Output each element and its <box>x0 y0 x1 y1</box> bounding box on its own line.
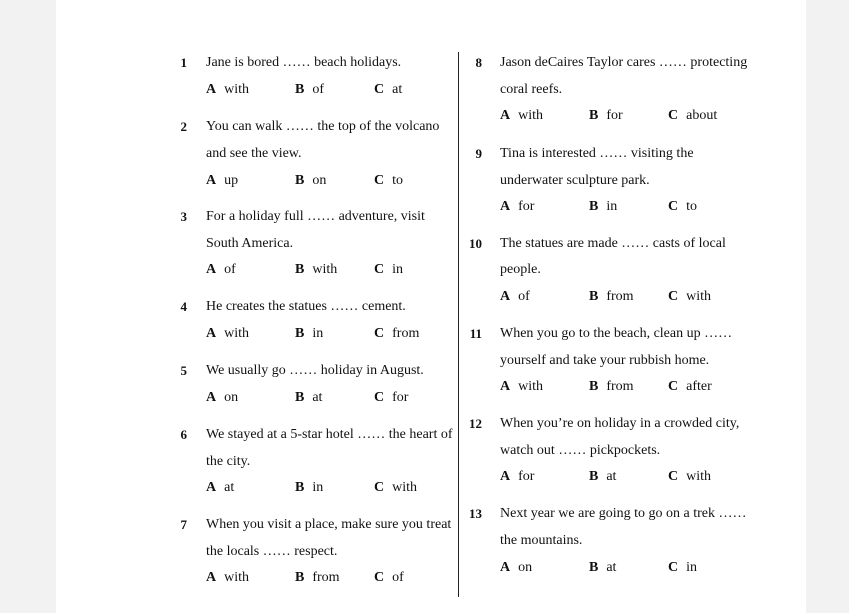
option-a[interactable]: A with <box>206 82 250 97</box>
option-a[interactable]: A with <box>500 379 544 394</box>
option-a[interactable]: A for <box>500 469 535 484</box>
question-text: the locals …… respect. <box>206 544 338 559</box>
question-number: 3 <box>180 209 187 224</box>
question-number: 10 <box>469 236 482 251</box>
option-b[interactable]: B of <box>295 82 325 97</box>
question-number: 6 <box>180 427 187 442</box>
option-c[interactable]: C of <box>374 570 404 585</box>
question-text: Next year we are going to go on a trek …… <box>500 506 747 521</box>
question-text: The statues are made …… casts of local <box>500 236 726 251</box>
question-text: watch out …… pickpockets. <box>500 443 661 458</box>
option-c[interactable]: C in <box>374 262 404 277</box>
option-a[interactable]: A with <box>500 108 544 123</box>
question-text: For a holiday full …… adventure, visit <box>206 209 425 224</box>
option-a[interactable]: A for <box>500 199 535 214</box>
option-c[interactable]: C for <box>374 390 409 405</box>
question-text: the city. <box>206 454 251 469</box>
question-number: 5 <box>180 363 187 378</box>
question-number: 4 <box>180 299 187 314</box>
option-b[interactable]: B from <box>589 289 634 304</box>
option-a[interactable]: A of <box>500 289 530 304</box>
option-c[interactable]: C after <box>668 379 712 394</box>
option-c[interactable]: C in <box>668 560 698 575</box>
question-text: When you go to the beach, clean up …… <box>500 326 733 341</box>
question-text: Jane is bored …… beach holidays. <box>206 55 402 70</box>
option-b[interactable]: B at <box>589 560 617 575</box>
option-b[interactable]: B in <box>295 326 324 341</box>
question-text: You can walk …… the top of the volcano <box>206 119 440 134</box>
option-b[interactable]: B in <box>589 199 618 214</box>
option-c[interactable]: C at <box>374 82 403 97</box>
question-number: 13 <box>469 506 482 521</box>
option-b[interactable]: B in <box>295 480 324 495</box>
question-text: underwater sculpture park. <box>500 173 650 188</box>
option-c[interactable]: C to <box>374 173 404 188</box>
option-b[interactable]: B at <box>589 469 617 484</box>
option-a[interactable]: A on <box>500 560 533 575</box>
option-c[interactable]: C with <box>374 480 418 495</box>
question-number: 11 <box>469 326 482 341</box>
question-number: 1 <box>180 55 187 70</box>
column-divider <box>458 52 459 597</box>
question-number: 2 <box>180 119 187 134</box>
option-a[interactable]: A on <box>206 390 239 405</box>
option-b[interactable]: B for <box>589 108 623 123</box>
option-c[interactable]: C from <box>374 326 420 341</box>
option-a[interactable]: A at <box>206 480 235 495</box>
option-b[interactable]: B at <box>295 390 323 405</box>
question-text: Jason deCaires Taylor cares …… protecting <box>500 55 748 70</box>
question-number: 9 <box>475 146 482 161</box>
question-text: He creates the statues …… cement. <box>206 299 406 314</box>
question-number: 12 <box>469 416 482 431</box>
option-a[interactable]: A with <box>206 570 250 585</box>
question-text: South America. <box>206 236 294 251</box>
question-text: and see the view. <box>206 146 302 161</box>
option-b[interactable]: B from <box>295 570 340 585</box>
question-text: We stayed at a 5-star hotel …… the heart of <box>206 427 453 442</box>
option-a[interactable]: A of <box>206 262 236 277</box>
question-text: When you visit a place, make sure you treat <box>206 517 452 532</box>
option-b[interactable]: B with <box>295 262 338 277</box>
option-c[interactable]: C with <box>668 289 712 304</box>
question-text: the mountains. <box>500 533 583 548</box>
option-a[interactable]: A up <box>206 173 239 188</box>
question-text: people. <box>500 262 541 277</box>
option-b[interactable]: B on <box>295 173 327 188</box>
question-text: coral reefs. <box>500 82 563 97</box>
option-b[interactable]: B from <box>589 379 634 394</box>
question-text: We usually go …… holiday in August. <box>206 363 424 378</box>
option-a[interactable]: A with <box>206 326 250 341</box>
question-text: When you’re on holiday in a crowded city, <box>500 416 740 431</box>
question-text: yourself and take your rubbish home. <box>500 353 710 368</box>
option-c[interactable]: C to <box>668 199 698 214</box>
option-c[interactable]: C with <box>668 469 712 484</box>
option-c[interactable]: C about <box>668 108 718 123</box>
question-number: 8 <box>475 55 482 70</box>
question-number: 7 <box>180 517 187 532</box>
question-text: Tina is interested …… visiting the <box>500 146 694 161</box>
